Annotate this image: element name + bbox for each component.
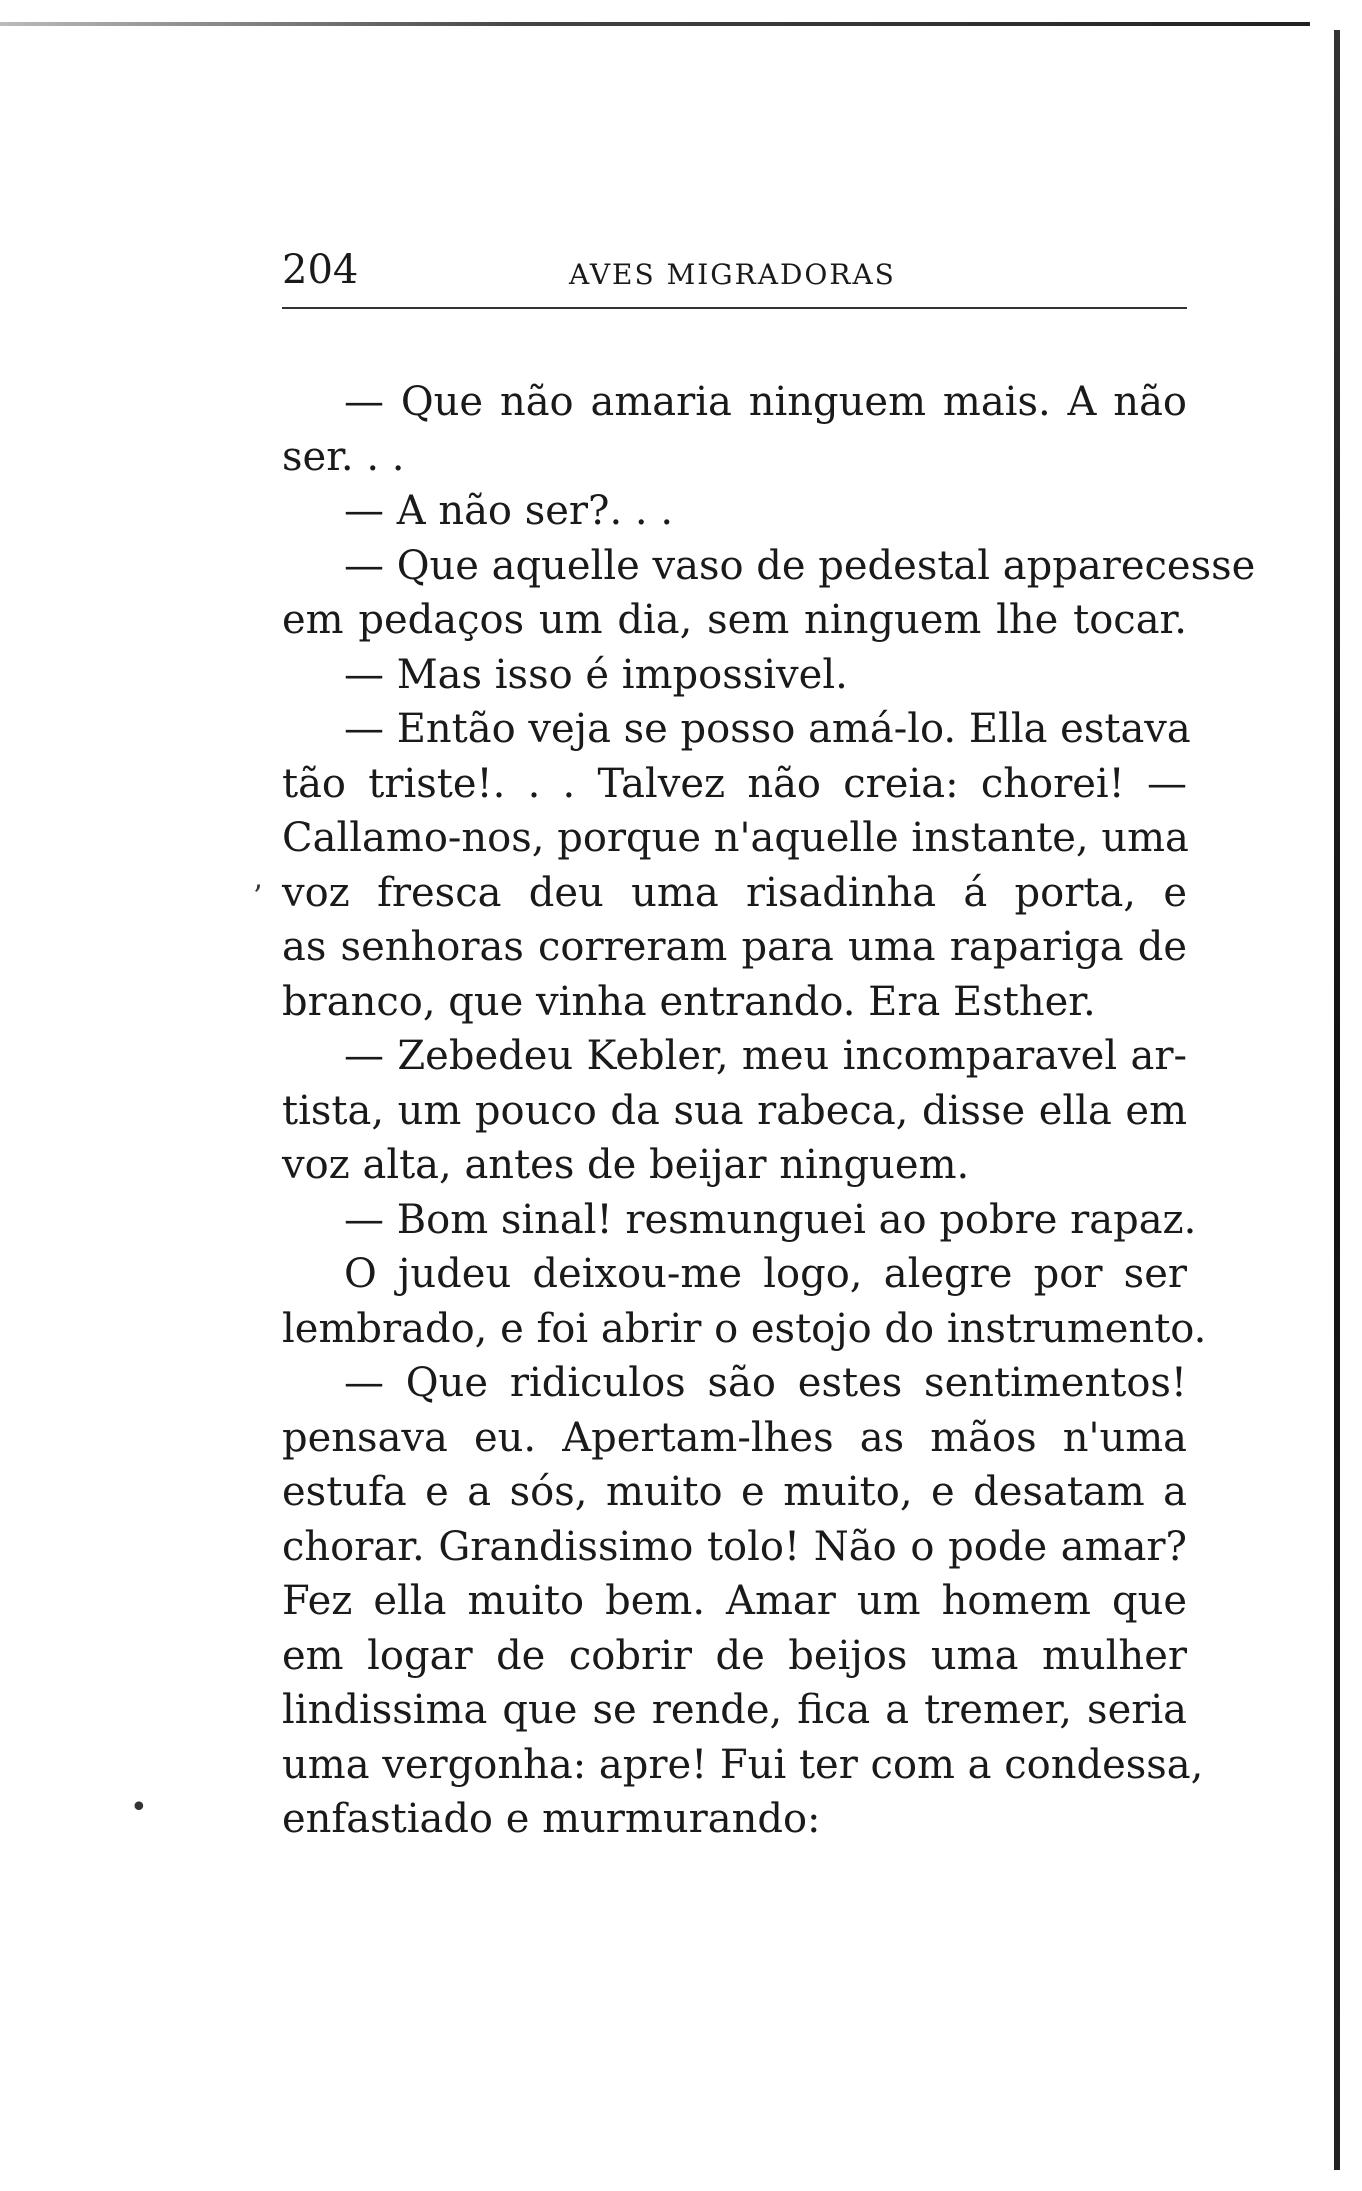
text-line: — Que ridiculos são estes sentimentos!	[344, 1360, 1187, 1406]
text-line: Callamo-nos, porque n'aquelle instante, uma	[282, 815, 1189, 861]
text-line: — Mas isso é impossivel.	[344, 651, 848, 698]
page-right-edge	[1334, 30, 1340, 2170]
body-text	[282, 375, 1256, 1847]
page-top-edge	[0, 22, 1310, 26]
text-line: as senhoras correram para uma rapariga de	[282, 924, 1187, 970]
text-line: lindissima que se rende, fica a tremer, seria	[282, 1687, 1187, 1733]
text-line: em pedaços um dia, sem ninguem lhe tocar.	[282, 597, 1187, 643]
text-line: — Bom sinal! resmunguei ao pobre rapaz.	[344, 1196, 1197, 1243]
text-line: ser. . .	[282, 433, 405, 480]
text-line: — Zebedeu Kebler, meu incomparavel ar-	[344, 1033, 1187, 1079]
text-line: lembrado, e foi abrir o estojo do instrumento.	[282, 1305, 1207, 1352]
page-number: 204	[282, 247, 359, 293]
text-line: tão triste!. . . Talvez não creia: chorei! —	[282, 760, 1187, 807]
text-line: — A não ser?. . .	[344, 488, 674, 534]
text-line: Fez ella muito bem. Amar um homem que	[282, 1578, 1187, 1624]
running-head: AVES MIGRADORAS	[569, 258, 896, 291]
text-line: pensava eu. Apertam-lhes as mãos n'uma	[282, 1414, 1187, 1461]
text-line: em logar de cobrir de beijos uma mulher	[282, 1632, 1187, 1679]
stray-mark: •	[130, 1790, 148, 1825]
text-line: — Que aquelle vaso de pedestal apparecesse	[344, 542, 1256, 589]
text-line: chorar. Grandissimo tolo! Não o pode amar?	[282, 1523, 1187, 1570]
text-line: voz alta, antes de beijar ninguem.	[282, 1142, 970, 1188]
text-line: uma vergonha: apre! Fui ter com a condessa,	[282, 1741, 1204, 1788]
text-line: — Que não amaria ninguem mais. A não	[344, 379, 1187, 425]
text-line: tista, um pouco da sua rabeca, disse ella em	[282, 1087, 1187, 1134]
text-line: enfastiado e murmurando:	[282, 1796, 821, 1842]
stray-mark: ʼ	[252, 880, 262, 915]
page-header	[282, 245, 1187, 309]
text-line: branco, que vinha entrando. Era Esther.	[282, 978, 1096, 1025]
text-line: voz fresca deu uma risadinha á porta, e	[282, 869, 1187, 916]
text-line: O judeu deixou-me logo, alegre por ser	[344, 1251, 1187, 1297]
text-line: — Então veja se posso amá-lo. Ella estava	[344, 706, 1191, 752]
text-line: estufa e a sós, muito e muito, e desatam a	[282, 1469, 1187, 1515]
